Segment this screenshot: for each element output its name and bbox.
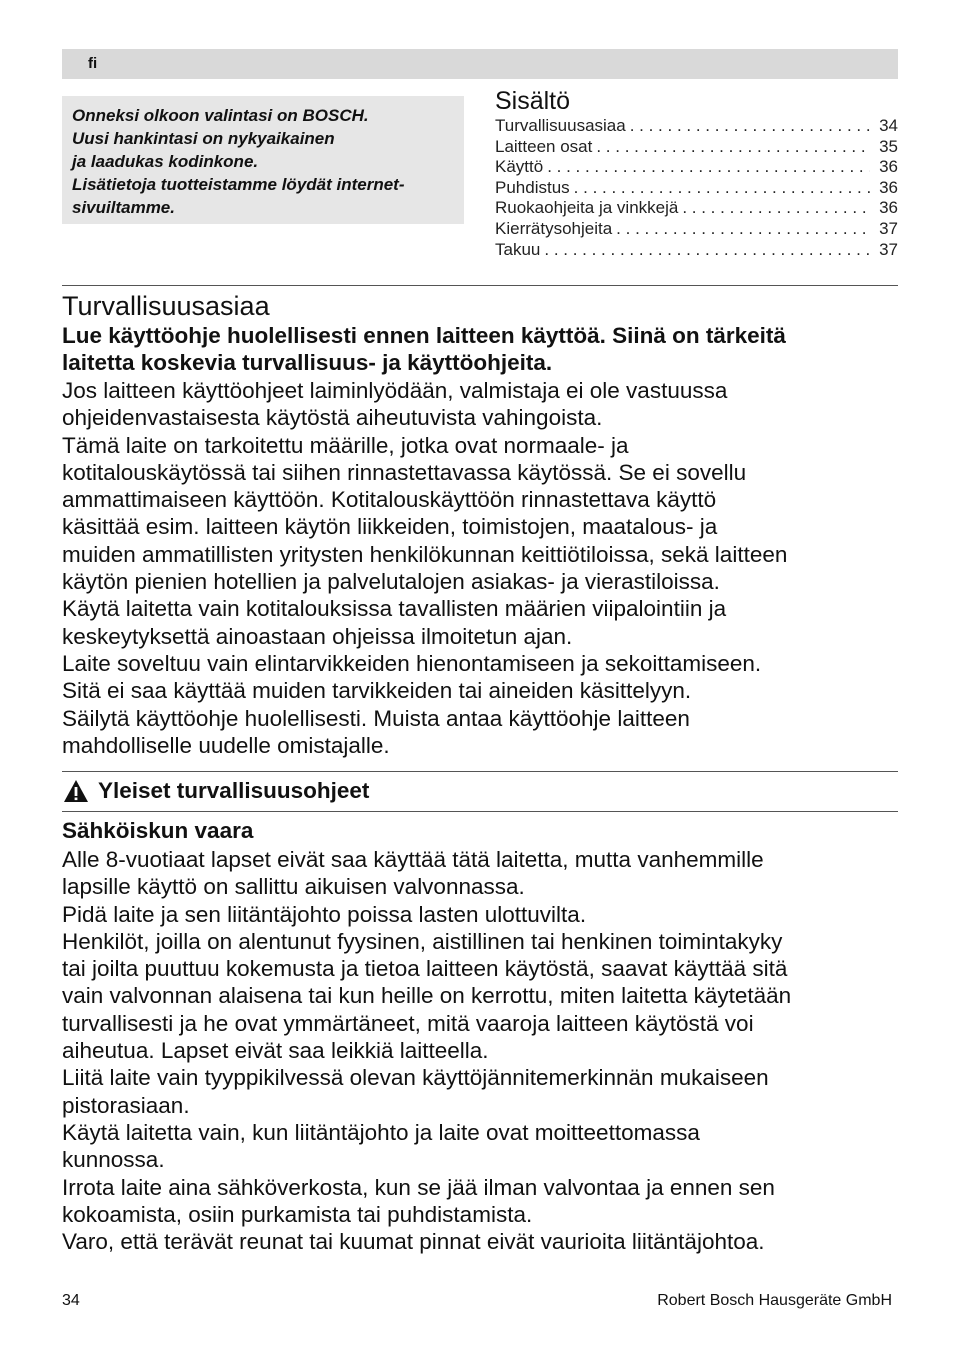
body-line: kokoamista, osiin purkamista tai puhdistamista. <box>62 1201 533 1227</box>
section-divider <box>62 285 898 286</box>
body-line: vain valvonnan alaisena tai kun heille on kerrottu, miten laitetta käytetään <box>62 983 792 1009</box>
body-line: Irrota laite aina sähköverkosta, kun se jää ilman valvontaa ja ennen sen <box>62 1174 775 1200</box>
body-line: turvallisesti ja he ovat ymmärtäneet, mitä vaaroja laitteen käytöstä voi <box>62 1010 754 1036</box>
body-line: lapsille käyttö on sallittu aikuisen valvonnassa. <box>62 874 525 900</box>
toc-item-label: Käyttö <box>495 157 544 177</box>
toc-item-label: Turvallisuusasiaa <box>495 116 626 135</box>
body-line: mahdolliselle uudelle omistajalle. <box>62 732 390 758</box>
subsection-title: Sähköiskun vaara <box>62 818 254 843</box>
language-bar <box>62 49 898 79</box>
toc-item-page: 35 <box>879 136 898 156</box>
page-number: 34 <box>62 1292 80 1309</box>
section-title: Turvallisuusasiaa <box>62 291 270 321</box>
toc-leader <box>547 157 870 178</box>
lead-line: laitetta koskevia turvallisuus- ja käyttöohjeita. <box>62 350 553 376</box>
intro-line: Uusi hankintasi on nykyaikainen <box>72 129 335 148</box>
body-line: Säilytä käyttöohje huolellisesti. Muista antaa käyttöohje laitteen <box>62 705 690 731</box>
company-name: Robert Bosch Hausgeräte GmbH <box>657 1292 892 1309</box>
toc-item[interactable] <box>495 240 898 261</box>
body-line: keskeytyksettä ainoastaan ohjeissa ilmoitetun ajan. <box>62 623 573 649</box>
body-line: Alle 8-vuotiaat lapset eivät saa käyttää tätä laitetta, mutta vanhemmille <box>62 847 764 872</box>
intro-line: Onneksi olkoon valintasi on BOSCH. <box>72 106 369 125</box>
body-line: Jos laitteen käyttöohjeet laiminlyödään, valmistaja ei ole vastuussa <box>62 378 728 403</box>
intro-line: sivuiltamme. <box>72 198 175 217</box>
toc-item-label: Kierrätysohjeita <box>495 218 613 238</box>
toc-leader <box>574 178 870 199</box>
toc-item[interactable] <box>495 137 898 158</box>
warning-top-rule <box>62 771 898 772</box>
toc-item-page: 36 <box>879 198 898 218</box>
body-line: Käytä laitetta vain kotitalouksissa tavallisten määrien viipalointiin ja <box>62 596 727 622</box>
intro-box <box>62 96 464 224</box>
toc-title: Sisältö <box>495 87 571 115</box>
body-line: Liitä laite vain tyyppikilvessä olevan käyttöjännitemerkinnän mukaiseen <box>62 1065 769 1091</box>
body-line: ohjeidenvastaisesta käytöstä aiheutuvista vahingoista. <box>62 405 603 431</box>
toc-item[interactable] <box>495 219 898 240</box>
section-body <box>62 377 902 759</box>
subsection-body <box>62 846 902 1255</box>
body-line: Käytä laitetta vain, kun liitäntäjohto ja laite ovat moitteettomassa <box>62 1119 700 1145</box>
warning-heading <box>62 777 369 805</box>
body-line: aiheutua. Lapset eivät saa leikkiä laitteella. <box>62 1038 489 1064</box>
body-line: ammattimaiseen käyttöön. Kotitalouskäyttöön rinnastettava käyttö <box>62 487 717 513</box>
body-line: käsittää esim. laitteen käytön liikkeiden, toimistojen, maatalous- ja <box>62 514 718 540</box>
body-line: Tämä laite on tarkoitettu määrille, jotka ovat normaale- ja <box>62 432 629 458</box>
toc-item-label: Takuu <box>495 239 541 259</box>
warning-bottom-rule <box>62 811 898 812</box>
body-line: Laite soveltuu vain elintarvikkeiden hienontamiseen ja sekoittamiseen. <box>62 650 762 676</box>
toc-item[interactable] <box>495 116 898 137</box>
body-line: Sitä ei saa käyttää muiden tarvikkeiden tai aineiden käsittelyyn. <box>62 678 692 704</box>
intro-line: Lisätietoja tuotteistamme löydät internet- <box>72 175 405 194</box>
toc-item-page: 37 <box>879 218 898 238</box>
toc-item-page: 34 <box>879 116 898 135</box>
body-line: tai joilta puuttuu kokemusta ja tietoa laitteen käytöstä, saavat käyttää sitä <box>62 956 788 982</box>
toc-item-page: 37 <box>879 239 898 259</box>
toc-item-label: Ruokaohjeita ja vinkkejä <box>495 198 679 218</box>
intro-line: ja laadukas kodinkone. <box>72 152 259 171</box>
toc-item[interactable] <box>495 157 898 178</box>
table-of-contents <box>495 86 898 260</box>
warning-triangle-icon <box>62 778 90 804</box>
body-line: kunnossa. <box>62 1147 165 1173</box>
body-line: käytön pienien hotellien ja palvelutalojen asiakas- ja vierastiloissa. <box>62 569 720 595</box>
toc-item-label: Laitteen osat <box>495 136 593 156</box>
body-line: Pidä laite ja sen liitäntäjohto poissa lasten ulottuvilta. <box>62 901 587 927</box>
section-lead <box>62 322 902 377</box>
toc-leader <box>630 116 870 137</box>
toc-item[interactable] <box>495 178 898 199</box>
toc-item-page: 36 <box>879 157 898 177</box>
toc-leader <box>544 240 870 261</box>
toc-leader <box>596 137 870 158</box>
toc-item[interactable] <box>495 198 898 219</box>
body-line: muiden ammatillisten yritysten henkilökunnan keittiötiloissa, sekä laitteen <box>62 541 788 567</box>
body-line: Henkilöt, joilla on alentunut fyysinen, aistillinen tai henkinen toimintakyky <box>62 928 783 954</box>
warning-title: Yleiset turvallisuusohjeet <box>98 778 370 803</box>
toc-item-page: 36 <box>879 177 898 197</box>
body-line: kotitalouskäytössä tai siihen rinnastettavassa käytössä. Se ei sovellu <box>62 459 747 485</box>
body-line: Varo, että terävät reunat tai kuumat pinnat eivät vaurioita liitäntäjohtoa. <box>62 1229 765 1255</box>
body-line: pistorasiaan. <box>62 1092 190 1118</box>
toc-leader <box>682 198 870 219</box>
language-code: fi <box>88 55 98 72</box>
toc-item-label: Puhdistus <box>495 177 570 197</box>
lead-line: Lue käyttöohje huolellisesti ennen laitteen käyttöä. Siinä on tärkeitä <box>62 323 786 348</box>
toc-leader <box>616 219 870 240</box>
